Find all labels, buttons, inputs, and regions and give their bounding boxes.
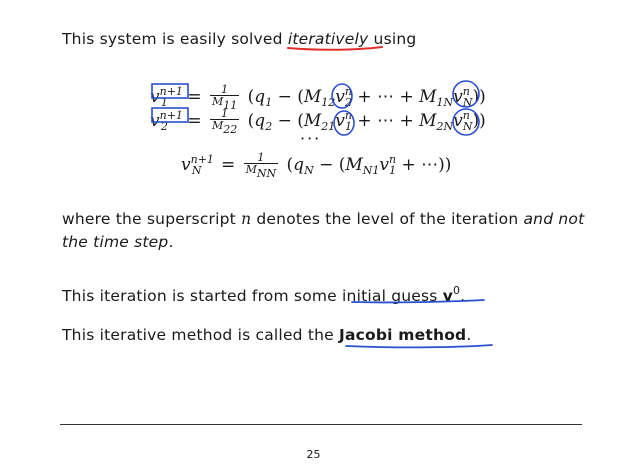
page-number: 25 — [306, 448, 321, 461]
footer-rule — [60, 424, 582, 425]
initial-guess-sentence: This iteration is started from some initial guess $v^0$. — [62, 284, 466, 305]
intro-sentence — [62, 28, 587, 51]
jacobi-sentence: This iterative method is called the Jacobi method. — [62, 326, 472, 344]
intro-text-tail: using — [368, 30, 417, 48]
fraction-n: $\frac{1}{\text{MNN}}$ — [245, 151, 277, 180]
equation-block — [0, 72, 627, 192]
equation-row-1: $v^{n+1}_1$ = $\frac{1}{M11}$ ($q_1 - (M_{12}v^n_2$ + ⋯ + $M_{1N}v^n_N$)) — [150, 83, 486, 112]
jacobi-method-term: Jacobi method — [339, 326, 467, 344]
equation-row-n: $v^{n+1}_N$ = $\frac{1}{\text{MNN}}$ ($q_N - (M_{N1}v^n_1$ + ⋯)) — [181, 151, 452, 180]
intro-text: This system is easily solved — [62, 30, 288, 48]
fraction-1: $\frac{1}{M11}$ — [211, 83, 238, 112]
superscript-explanation: where the superscript n denotes the level of the iteration and not the time step. — [62, 210, 585, 251]
iteratively-word: iteratively — [287, 30, 369, 48]
equation-row-2: $v^{n+1}_2$ = $\frac{1}{M22}$ ($q_2 - (M_{21}v^n_1$ + ⋯ + $M_{2N}v^n_N$)) — [150, 107, 486, 136]
fraction-2: $\frac{1}{M22}$ — [211, 107, 238, 136]
initial-guess-phrase: initial guess — [342, 287, 443, 305]
ellipsis-dots: ··· — [300, 129, 322, 148]
